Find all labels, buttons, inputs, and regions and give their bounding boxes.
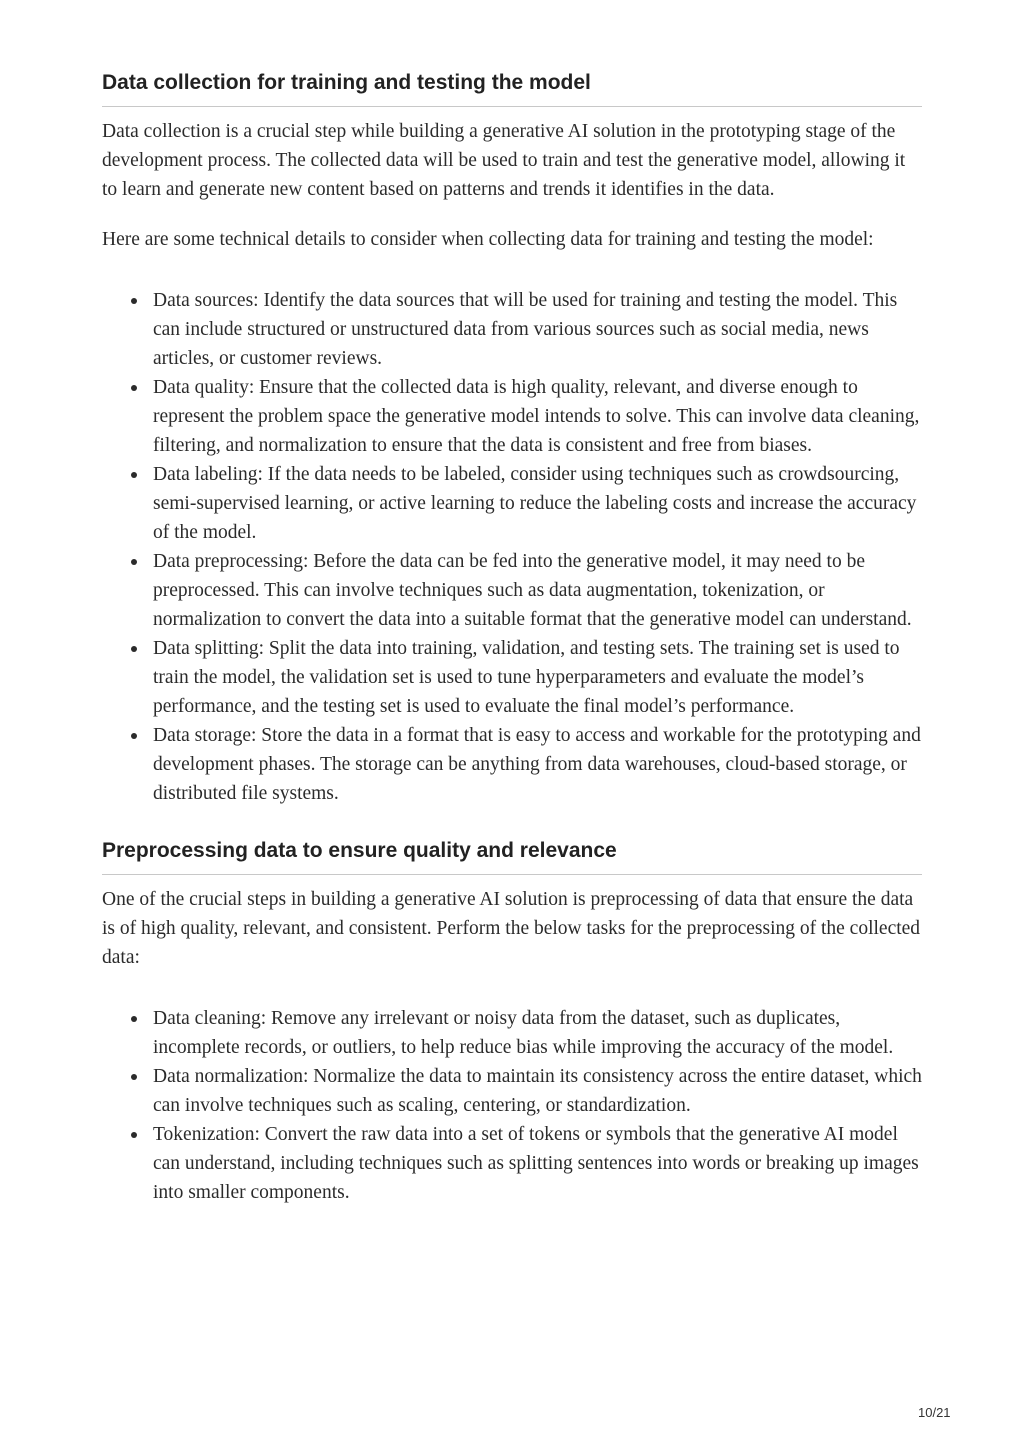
bullet-icon: [131, 298, 137, 304]
list-item: [102, 286, 922, 373]
list-item: [102, 460, 922, 547]
list-item-text: Data preprocessing: Before the data can be fed into the generative model, it may need to be preprocessed. This can involve techniques such as data augmentation, tokenization, or normalization to convert the data into a suitable format that the generative model can understand.: [153, 551, 912, 630]
list-item: [102, 373, 922, 460]
list-item-text: Data quality: Ensure that the collected data is high quality, relevant, and diverse enough to represent the problem space the generative model intends to solve. This can involve data cleaning, filtering, and normalization to ensure that the data is consistent and free from biases.: [153, 377, 920, 456]
bullet-icon: [131, 472, 137, 478]
section-paragraph: Here are some technical details to consider when collecting data for training and testing the model:: [102, 229, 874, 250]
list-item-text: Tokenization: Convert the raw data into a set of tokens or symbols that the generative AI model can understand, including techniques such as splitting sentences into words or breaking up images into smaller components.: [153, 1124, 919, 1203]
bullet-icon: [131, 1016, 137, 1022]
section-paragraph: One of the crucial steps in building a generative AI solution is preprocessing of data that ensure the data is of high quality, relevant, and consistent. Perform the below tasks for the preprocessing of the collected data:: [102, 889, 921, 968]
bullet-list: [102, 286, 922, 808]
bullet-list: [102, 1004, 922, 1207]
list-item: [102, 1062, 922, 1120]
list-item-text: Data splitting: Split the data into training, validation, and testing sets. The training set is used to train the model, the validation set is used to tune hyperparameters and evaluate the model’s performance, and the testing set is used to evaluate the final model’s performance.: [153, 638, 900, 717]
list-item: [102, 1004, 922, 1062]
bullet-icon: [131, 733, 137, 739]
list-item-text: Data normalization: Normalize the data to maintain its consistency across the entire dataset, which can involve techniques such as scaling, centering, or standardization.: [153, 1066, 922, 1116]
list-item: [102, 634, 922, 721]
list-item: [102, 1120, 922, 1207]
list-item-text: Data labeling: If the data needs to be labeled, consider using techniques such as crowdsourcing, semi-supervised learning, or active learning to reduce the labeling costs and increase the accuracy of the model.: [153, 464, 917, 543]
section-paragraph: Data collection is a crucial step while building a generative AI solution in the prototyping stage of the development process. The collected data will be used to train and test the generative model, allowing it to learn and generate new content based on patterns and trends it identifies in the data.: [102, 121, 906, 200]
section-heading-data-collection: Data collection for training and testing the model: [102, 68, 922, 107]
list-item-text: Data sources: Identify the data sources that will be used for training and testing the model. This can include structured or unstructured data from various sources such as social media, news articles, or customer reviews.: [153, 290, 898, 369]
list-item: [102, 721, 922, 808]
list-item-text: Data storage: Store the data in a format that is easy to access and workable for the prototyping and development phases. The storage can be anything from data warehouses, cloud-based storage, or distributed file systems.: [153, 725, 921, 804]
bullet-icon: [131, 1074, 137, 1080]
bullet-icon: [131, 1132, 137, 1138]
bullet-icon: [131, 646, 137, 652]
bullet-icon: [131, 559, 137, 565]
section-heading-preprocessing: Preprocessing data to ensure quality and relevance: [102, 836, 922, 875]
page-number: 10/21: [918, 1405, 951, 1420]
bullet-icon: [131, 385, 137, 391]
list-item: [102, 547, 922, 634]
document-page: [102, 68, 922, 1207]
list-item-text: Data cleaning: Remove any irrelevant or noisy data from the dataset, such as duplicates, incomplete records, or outliers, to help reduce bias while improving the accuracy of the model.: [153, 1008, 894, 1058]
